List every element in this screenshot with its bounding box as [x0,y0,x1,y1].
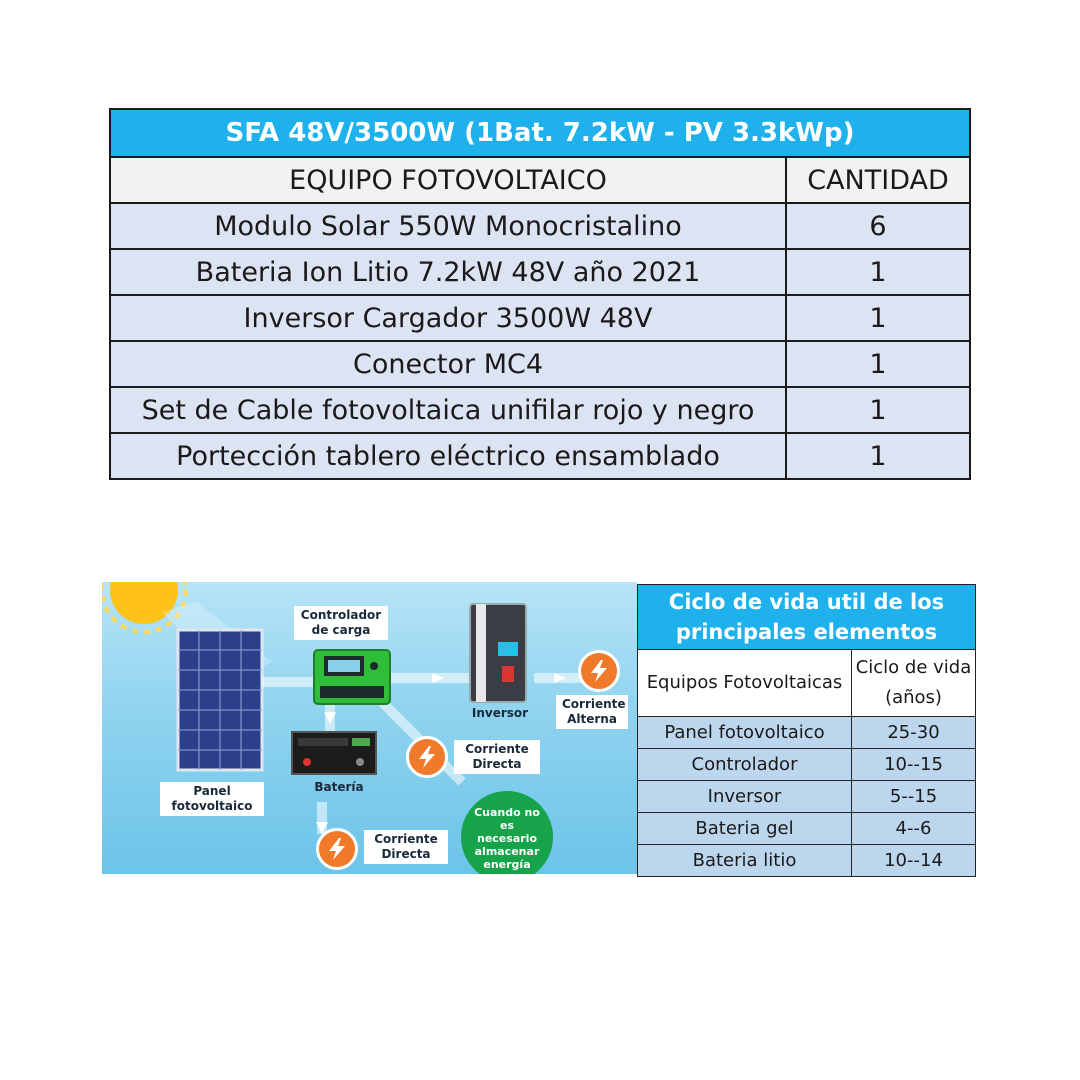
solar-system-diagram [102,582,637,874]
lifecycle-years: 10--15 [852,749,976,781]
charge-controller-icon [314,650,390,704]
table-row [110,387,970,433]
lightning-bolt-icon [578,650,620,692]
table-row [110,249,970,295]
quantity-header: CANTIDAD [786,157,970,203]
lifecycle-years: 5--15 [852,781,976,813]
equipment-qty: 1 [786,249,970,295]
equipment-qty: 6 [786,203,970,249]
equipment-table [109,108,971,480]
lifecycle-item: Bateria litio [638,845,852,877]
battery-icon [292,732,376,774]
lifecycle-item: Bateria gel [638,813,852,845]
inverter-icon [470,604,526,702]
equipment-qty: 1 [786,387,970,433]
equipment-header: EQUIPO FOTOVOLTAICO [110,157,786,203]
lifecycle-table-title: Ciclo de vida util de los principales elementos [638,585,976,650]
sun-icon [102,582,186,632]
ac-current-label: Corriente Alterna [556,695,628,729]
lifecycle-item: Inversor [638,781,852,813]
equipment-qty: 1 [786,295,970,341]
solar-panel-icon [178,630,262,770]
lifecycle-years: 4--6 [852,813,976,845]
lifecycle-years: 25-30 [852,717,976,749]
inverter-label: Inversor [471,706,529,720]
lightning-bolt-icon [406,736,448,778]
battery-label: Batería [314,780,364,794]
equipment-item: Inversor Cargador 3500W 48V [110,295,786,341]
lifecycle-item: Controlador [638,749,852,781]
panel-label: Panel fotovoltaico [160,782,264,816]
dc-current-label: Corriente Directa [454,740,540,774]
equipment-item: Conector MC4 [110,341,786,387]
dc-current-label: Corriente Directa [364,830,448,864]
controller-label: Controlador de carga [294,606,388,640]
equipment-header: Equipos Fotovoltaicas [638,650,852,717]
table-row [110,295,970,341]
equipment-table-title: SFA 48V/3500W (1Bat. 7.2kW - PV 3.3kWp) [110,109,970,157]
table-row [638,749,976,781]
storage-note-label: Cuando no es necesario almacenar energía [474,806,540,871]
equipment-item: Portección tablero eléctrico ensamblado [110,433,786,479]
equipment-item: Modulo Solar 550W Monocristalino [110,203,786,249]
table-row [638,813,976,845]
table-row [638,845,976,877]
table-row [110,341,970,387]
table-row [110,203,970,249]
table-row [638,781,976,813]
lifecycle-item: Panel fotovoltaico [638,717,852,749]
equipment-qty: 1 [786,341,970,387]
lifecycle-table [637,584,976,877]
equipment-item: Bateria Ion Litio 7.2kW 48V año 2021 [110,249,786,295]
lifecycle-years: 10--14 [852,845,976,877]
table-row [110,433,970,479]
equipment-item: Set de Cable fotovoltaica unifilar rojo y negro [110,387,786,433]
lifespan-header: Ciclo de vida (años) [852,650,976,717]
equipment-qty: 1 [786,433,970,479]
table-row [638,717,976,749]
lightning-bolt-icon [316,828,358,870]
